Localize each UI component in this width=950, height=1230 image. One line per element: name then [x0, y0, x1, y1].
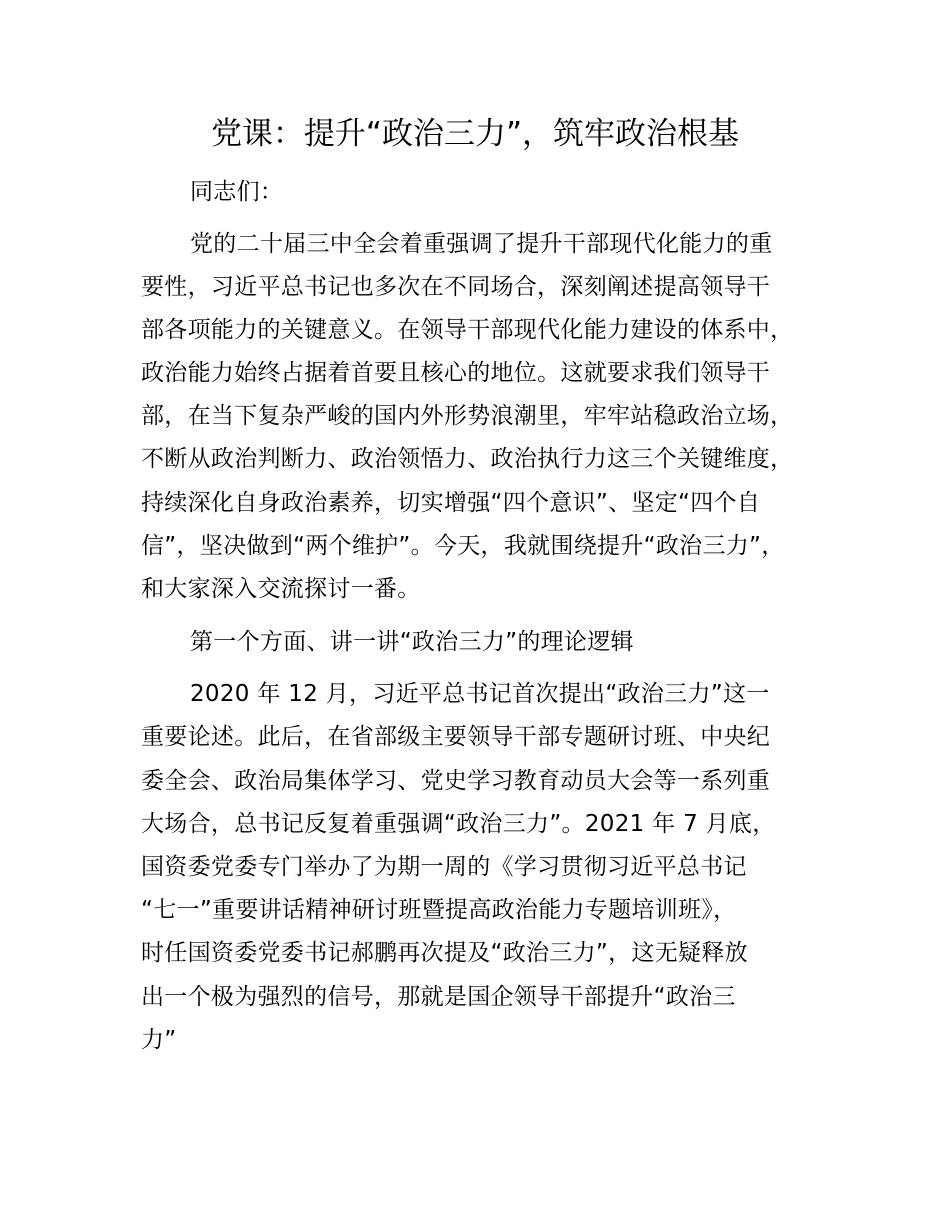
paragraph-line: 委全会、政治局集体学习、党史学习教育动员大会等一系列重: [141, 768, 771, 794]
paragraph-line: 党的二十届三中全会着重强调了提升干部现代化能力的重: [190, 231, 773, 257]
section-heading-line: 第一个方面、讲一讲“政治三力”的理论逻辑: [190, 629, 634, 655]
paragraph-line: 力”: [141, 1027, 177, 1053]
salutation: 同志们：: [190, 179, 284, 205]
paragraph-line: 持续深化自身政治素养，切实增强“四个意识”、坚定“四个自: [141, 490, 761, 516]
paragraph-line: 部各项能力的关键意义。在领导干部现代化能力建设的体系中，: [141, 317, 794, 343]
paragraph-line: 要性，习近平总书记也多次在不同场合，深刻阐述提高领导干: [141, 274, 771, 300]
paragraph-line: 部，在当下复杂严峻的国内外形势浪潮里，牢牢站稳政治立场，: [141, 403, 794, 429]
paragraph-line: 信”，坚决做到“两个维护”。今天，我就围绕提升“政治三力”，: [141, 533, 785, 559]
paragraph-line: 大场合，总书记反复着重强调“政治三力”。2021 年 7 月底，: [141, 811, 776, 837]
paragraph-line: 2020 年 12 月，习近平总书记首次提出“政治三力”这一: [190, 681, 770, 707]
paragraph-line: 重要论述。此后，在省部级主要领导干部专题研讨班、中央纪: [141, 724, 771, 750]
paragraph-line: 时任国资委党委书记郝鹏再次提及“政治三力”，这无疑释放: [141, 940, 748, 966]
paragraph-line: 出一个极为强烈的信号，那就是国企领导干部提升“政治三: [141, 984, 736, 1010]
paragraph-line: 不断从政治判断力、政治领悟力、政治执行力这三个关键维度，: [141, 446, 794, 472]
document-title: 党课：提升“政治三力”，筑牢政治根基: [210, 116, 740, 152]
paragraph-line: 政治能力始终占据着首要且核心的地位。这就要求我们领导干: [141, 360, 771, 386]
paragraph-line: “七一”重要讲话精神研讨班暨提高政治能力专题培训班》，: [141, 897, 737, 923]
paragraph-line: 和大家深入交流探讨一番。: [141, 576, 421, 602]
paragraph-line: 国资委党委专门举办了为期一周的《学习贯彻习近平总书记: [141, 854, 747, 880]
